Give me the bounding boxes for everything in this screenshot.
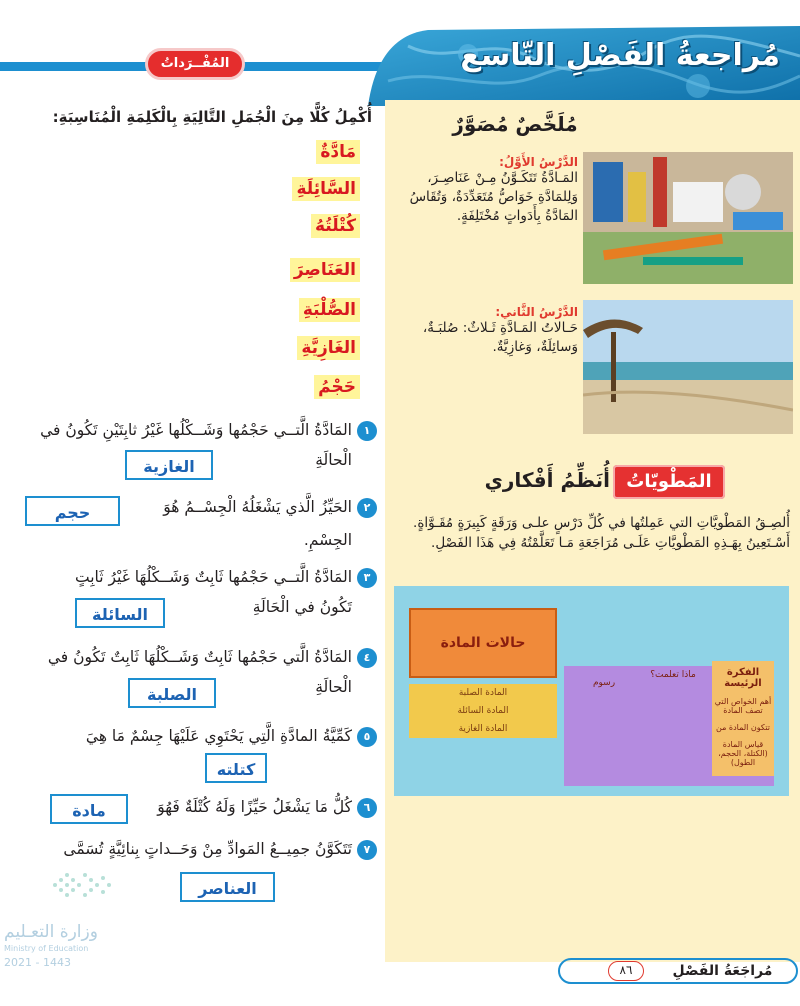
question-number: ١ [357,421,377,441]
vocabulary-badge: المُفْــرَداتُ [145,48,245,80]
vocab-word-1: مَادَّةٌ [316,140,360,164]
question-text: تَتَكَوَّنُ جمِيــعُ المَوادِّ مِنْ وَحَــداتٍ بِنائِيَّةٍ تُسَمَّى [63,840,352,858]
question-number: ٤ [357,648,377,668]
question-text: المَادَّةُ الَّتي حَجْمُها ثَابِتٌ وَشَــكْلُهَا ثَابِتٌ تَكُونُ في الْحالَةِ [47,648,352,696]
vocab-word-2: السَّائِلَةِ [292,177,360,201]
vocab-word-3: كُتْلَتُهُ [311,214,360,238]
question-text: الحَيِّزُ الَّذي يَشْغَلُهُ الْجِسْــمُ هُوَ [163,498,352,516]
instruction: أُكْمِلُ كُلًّا مِنَ الْجُمَلِ التَّالِيَةِ بِالْكَلِمَةِ الْمُنَاسِبَةِ: [52,108,372,126]
answer-box: حجم [25,496,120,526]
vocab-word-5: الصُّلْبَةِ [299,298,360,322]
question-text-continued: الجِسْمِ. [303,531,352,549]
answer-box: الغازية [125,450,213,480]
ministry-name-ar: وزارة التعـليم [4,922,98,942]
foldables-text: أُلصِـقُ المَطْويَّاتِ التي عَمِلتُها في كُلِّ دَرْسٍ علـى وَرَقَةٍ كَبِيرَةٍ مُقَـوَّاةٍ. أَسْـتَعِينُ بِهَـذِهِ المَطْويَّاتِ عَلَـى مُرَاجَعَةِ مَـا تَعَلَّمْتُهُ فِي هَذَا الفَصْلِ. [413,515,790,551]
lesson2-text: حَـالاتُ المَـادَّةِ ثَـلاثٌ: صُلبَـةٌ، وَسائِلَةٌ، وَغازِيَّةٌ. [422,320,578,355]
ministry-year: 2021 - 1443 [4,956,71,969]
col-head-2: ماذا تعلمت؟ [650,670,696,680]
vocab-word-6: الغَازِيَّةِ [297,336,360,360]
lesson2 [392,305,578,357]
foldables-title: أُنَظِّمُ أَفْكاري [484,468,610,492]
answer-box: مادة [50,794,128,824]
lesson1-heading: الدَّرْسُ الأَوَّلُ: [499,155,578,169]
page-number: ٨٦ [608,961,644,981]
answer-box: كتلته [205,753,267,783]
question-text: كَمِّيَّةُ المادَّةِ الَّتِي يَحْتَوِي عَلَيْهَا جِسْمٌ مَا هِيَ [85,727,352,745]
state-3: المادة الغازية [458,724,508,734]
question-number: ٢ [357,498,377,518]
question-number: ٥ [357,727,377,747]
chapter-title: مُراجعةُ الفَصْلِ التّاسع [460,38,780,73]
question-text: كُلُّ مَا يَشْغَلُ حَيِّزًا وَلَهُ كُتْلَةٌ فَهُوَ [157,798,352,816]
vocab-word-7: حَجْمُ [314,375,360,399]
question-text: المَادَّةُ الَّتــي حَجْمُها وَشَــكْلُها غَيْرُ ثابِتَيْنِ تَكُونُ في الْحالَةِ [40,421,352,469]
state-1: المادة الصلبة [458,688,508,698]
lesson1-text: المَـادَّةُ تَتَكَـوَّنُ مِـنْ عَنَاصِـرَ، وَلِلمَادَّةِ خَوَاصُّ مُتَعَدِّدَةٌ، وَتُقَاسُ المَادَّةُ بِأَدَواتٍ مُخْتَلِفَةٍ. [409,170,578,224]
question-number: ٧ [357,840,377,860]
main-idea-card [712,661,774,776]
beach-photo [583,300,793,434]
board-title: حالات المادة [409,608,557,678]
ministry-name-en: Ministry of Education [4,944,89,953]
lesson2-heading: الدَّرْسُ الثَّاني: [495,305,578,319]
answer-box: العناصر [180,872,275,902]
col-note-2: تتكون المادة من [715,723,770,732]
question-text: المَادَّةُ الَّتــي حَجْمُها ثَابِتٌ وَشَــكْلُهَا غَيْرُ ثَابِتٍ تَكُونُ في الْحَالَةِ [74,568,352,616]
col-head-1: الفكرة الرئيسة [724,667,762,689]
foldables-image [394,586,789,796]
col-note-1: أهم الخواص التي تصف المادة [714,697,772,715]
question-number: ٦ [357,798,377,818]
lesson1 [392,155,578,226]
materials-photo [583,152,793,284]
question-number: ٣ [357,568,377,588]
states-card [409,684,557,738]
footer-label: مُراجَعَةُ الفَصْلِ [672,963,773,979]
col-head-3: رسوم [592,678,616,688]
state-2: المادة السائلة [457,706,509,716]
answer-box: السائلة [75,598,165,628]
answer-box: الصلبة [128,678,216,708]
ministry-logo [0,860,130,980]
col-note-3: قياس المادة (الكتلة، الحجم، الطول) [718,740,768,767]
summary-title: مُلَخَّصٌ مُصَوَّرٌ [452,112,578,136]
vocab-word-4: العَنَاصِرَ [290,258,360,282]
foldables-logo: المَطْويّاتُ [613,465,725,499]
